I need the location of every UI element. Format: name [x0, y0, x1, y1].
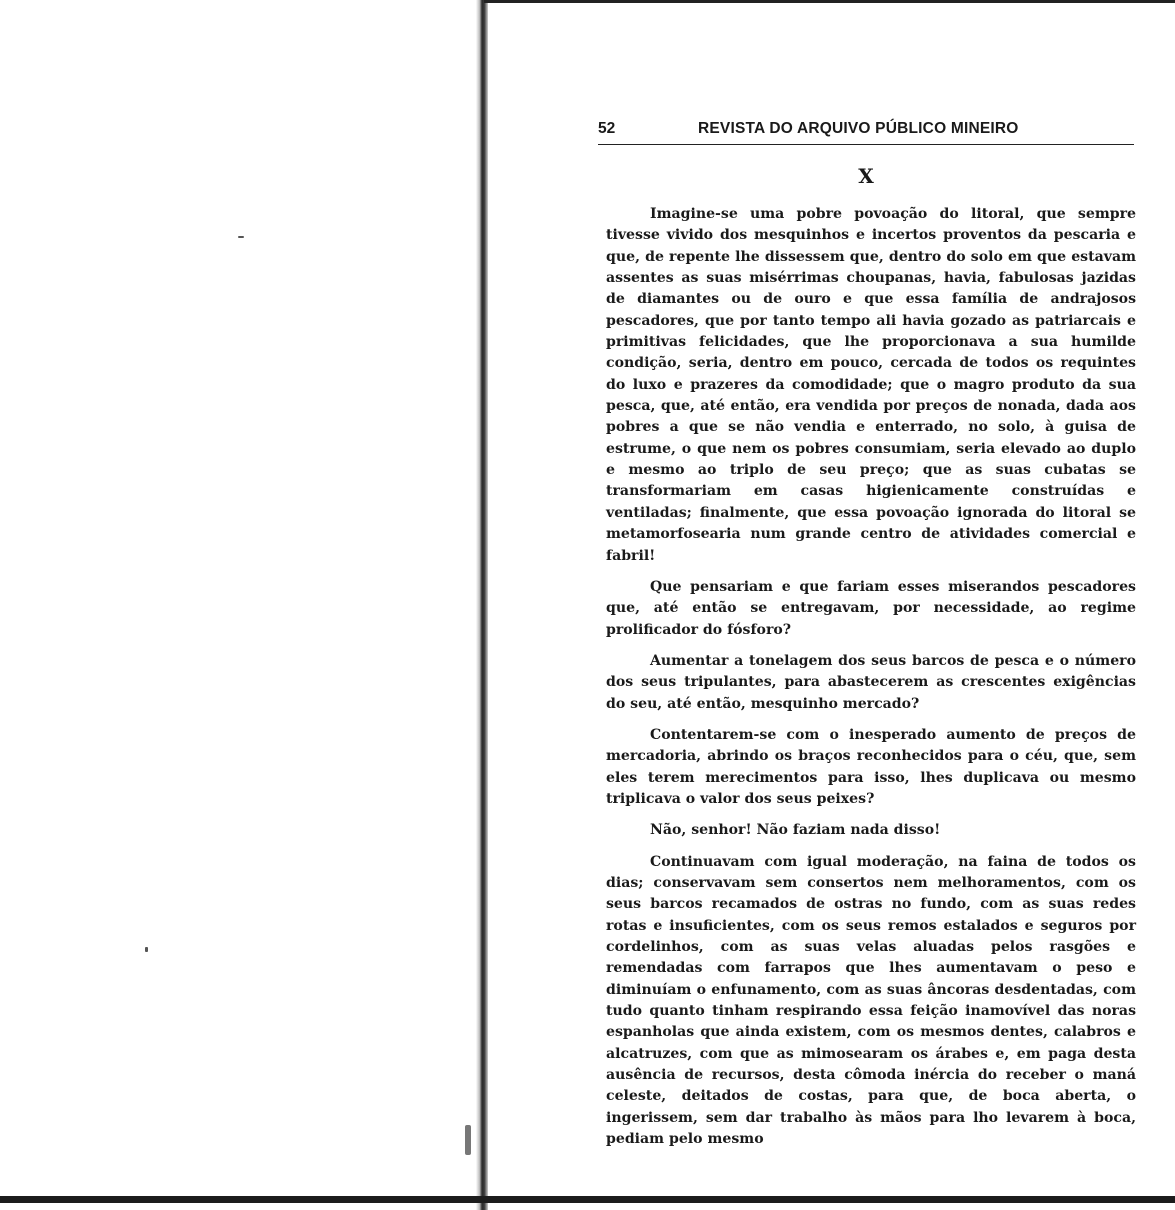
paragraph: Não, senhor! Não faziam nada disso! — [650, 822, 941, 839]
paragraph: Contentarem-se com o inesperado aumento de preços de mercadoria, abrindo os braços reconhecidos para o céu, que, sem eles terem merecimentos para isso, lhes duplicava ou mesmo triplicava o valor dos seus peixes? — [606, 726, 1136, 807]
page-top-edge — [484, 0, 1175, 3]
right-page — [488, 4, 1175, 1194]
body-text — [606, 204, 1136, 1160]
journal-title: REVISTA DO ARQUIVO PÚBLICO MINEIRO — [698, 120, 1019, 137]
paragraph: Continuavam com igual moderação, na faina de todos os dias; conservavam sem consertos nem melhoramentos, com os seus barcos recamados de ostras no fundo, com as suas redes rotas e insuficientes, com os seus remos estalados e seguros por cordelinhos, com as suas velas aluadas pelos rasgões e remendadas com farrapos que lhes aumentavam o peso e diminuíam o enfunamento, com as suas âncoras desdentadas, com tudo quanto tinham respirando essa feição inamovível das noras espanholas que ainda existem, com os mesmos dentes, calabros e alcatruzes, com que as mimosearam os árabes e, em paga desta ausência de recursos, desta cômoda inércia do receber o maná celeste, deitados de costas, para que, de boca aberta, o ingerissem, sem dar trabalho às mãos para lho levarem à boca, pediam pelo mesmo — [606, 853, 1136, 1148]
book-gutter — [476, 0, 488, 1210]
page-number: 52 — [598, 120, 616, 137]
chapter-heading: X — [858, 164, 874, 188]
page-speck — [145, 947, 148, 952]
gutter-mark — [465, 1125, 471, 1155]
paragraph: Que pensariam e que fariam esses miserandos pescadores que, até então se entregavam, por necessidade, ao regime prolificador do fósforo? — [606, 578, 1136, 638]
running-header — [598, 120, 1134, 145]
paragraph: Aumentar a tonelagem dos seus barcos de pesca e o número dos seus tripulantes, para abastecerem as crescentes exigências do seu, até então, mesquinho mercado? — [606, 652, 1136, 712]
left-page-blank — [0, 0, 478, 1210]
paragraph: Imagine-se uma pobre povoação do litoral, que sempre tivesse vivido dos mesquinhos e incertos proventos da pescaria e que, de repente lhe dissessem que, dentro do solo em que estavam assentes as suas misérrimas choupanas, havia, fabulosas jazidas de diamantes ou de ouro e que essa família de andrajosos pescadores, que por tanto tempo ali havia gozado as patriarcais e primitivas felicidades, que lhe proporcionava a sua humilde condição, seria, dentro em pouco, cercada de todos os requintes do luxo e prazeres da comodidade; que o magro produto da sua pesca, que, até então, era vendida por preços de nonada, dada aos pobres a que se não vendia e enterrado, no solo, à guisa de estrume, o que nem os pobres consumiam, seria elevado ao duplo e mesmo ao triplo de seu preço; que as suas cubatas se transformariam em casas higienicamente construídas e ventiladas; finalmente, que essa povoação ignorada do litoral se metamorfosearia num grande centro de atividades comercial e fabril! — [606, 206, 1136, 564]
page-speck — [238, 236, 244, 238]
page-bottom-edge — [0, 1196, 1175, 1203]
